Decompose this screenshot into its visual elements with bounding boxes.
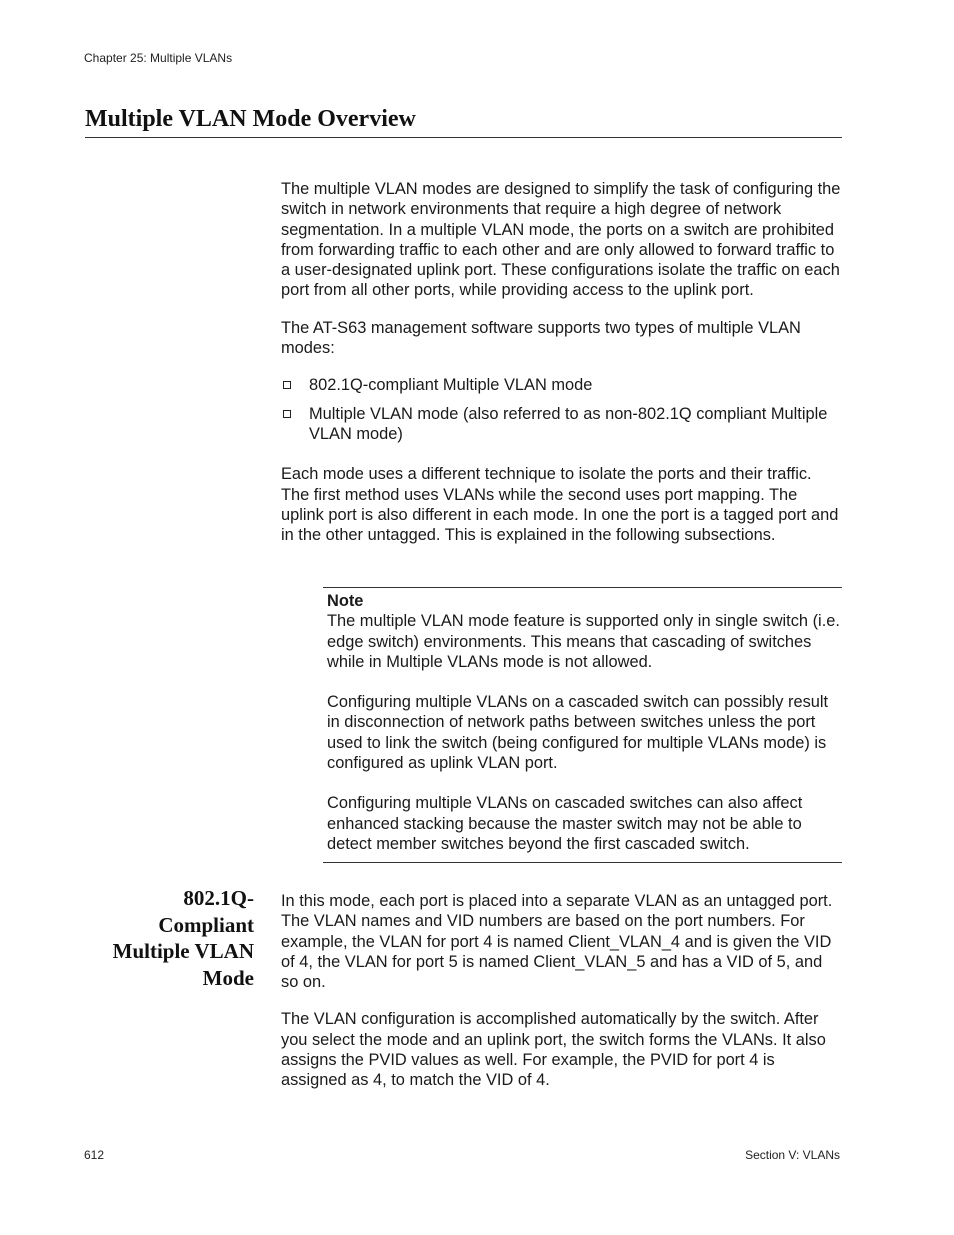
running-header: Chapter 25: Multiple VLANs — [84, 51, 233, 65]
note-paragraph-1: The multiple VLAN mode feature is supported only in single switch (i.e. edge switch) environments. This means that cascading of switches while in Multiple VLANs mode is not allowed. — [327, 612, 840, 671]
section-heading-line: 802.1Q- — [183, 886, 254, 910]
note-paragraph-3: Configuring multiple VLANs on cascaded switches can also affect enhanced stacking because the master switch may not be able to detect member switches beyond the first cascaded switch. — [327, 794, 803, 853]
section-heading-line: Compliant — [158, 912, 254, 937]
list-item — [281, 404, 843, 445]
section-heading — [90, 885, 254, 991]
list-item — [281, 375, 843, 395]
intro-paragraph-1: The multiple VLAN modes are designed to simplify the task of configuring the switch in network environments that require a high degree of network segmentation. In a multiple VLAN mode, the ports on a switch are prohibited from forwarding traffic to each other and are only allowed to forward traffic to a user-designated uplink port. These configurations isolate the traffic on each port from all other ports, while providing access to the uplink port. — [281, 180, 841, 300]
checkbox-bullet-icon — [283, 381, 291, 389]
intro-paragraph-3: Each mode uses a different technique to isolate the ports and their traffic. The first method uses VLANs while the second uses port mapping. The uplink port is also different in each mode. In one the port is a tagged port and in the other untagged. This is explained in the following subsections. — [281, 465, 839, 545]
intro-section — [281, 179, 843, 545]
checkbox-bullet-icon — [283, 410, 291, 418]
list-item-text: 802.1Q-compliant Multiple VLAN mode — [309, 376, 593, 395]
intro-paragraph-2: The AT-S63 management software supports two types of multiple VLAN modes: — [281, 318, 801, 358]
section-heading-line: Mode — [202, 965, 254, 990]
section-paragraph-2: The VLAN configuration is accomplished automatically by the switch. After you select the mode and an uplink port, the switch forms the VLANs. It also assigns the PVID values as well. For example, the PVID for port 4 is assigned as 4, to match the VID of 4. — [281, 1010, 826, 1090]
note-box — [323, 587, 842, 863]
page-number: 612 — [84, 1148, 105, 1162]
section-heading-line: Multiple VLAN — [112, 939, 254, 963]
note-paragraph-2: Configuring multiple VLANs on a cascaded switch can possibly result in disconnection of network paths between switches unless the port used to link the switch (being configured for multiple VLANs mode) is configured as uplink VLAN port. — [327, 693, 829, 773]
section-paragraph-1: In this mode, each port is placed into a separate VLAN as an untagged port. The VLAN names and VID numbers are based on the port numbers. For example, the VLAN for port 4 is named Client_VLAN_4 and is given the VID of 4, the VLAN for port 5 is named Client_VLAN_5 and has a VID of 5, and so on. — [281, 892, 833, 992]
section-body — [281, 891, 843, 1091]
mode-list — [281, 375, 843, 444]
page-title: Multiple VLAN Mode Overview — [85, 106, 842, 138]
footer-section-label: Section V: VLANs — [745, 1148, 840, 1162]
list-item-text: Multiple VLAN mode (also referred to as non-802.1Q compliant Multiple VLAN mode) — [309, 404, 828, 443]
note-label: Note — [327, 592, 364, 610]
